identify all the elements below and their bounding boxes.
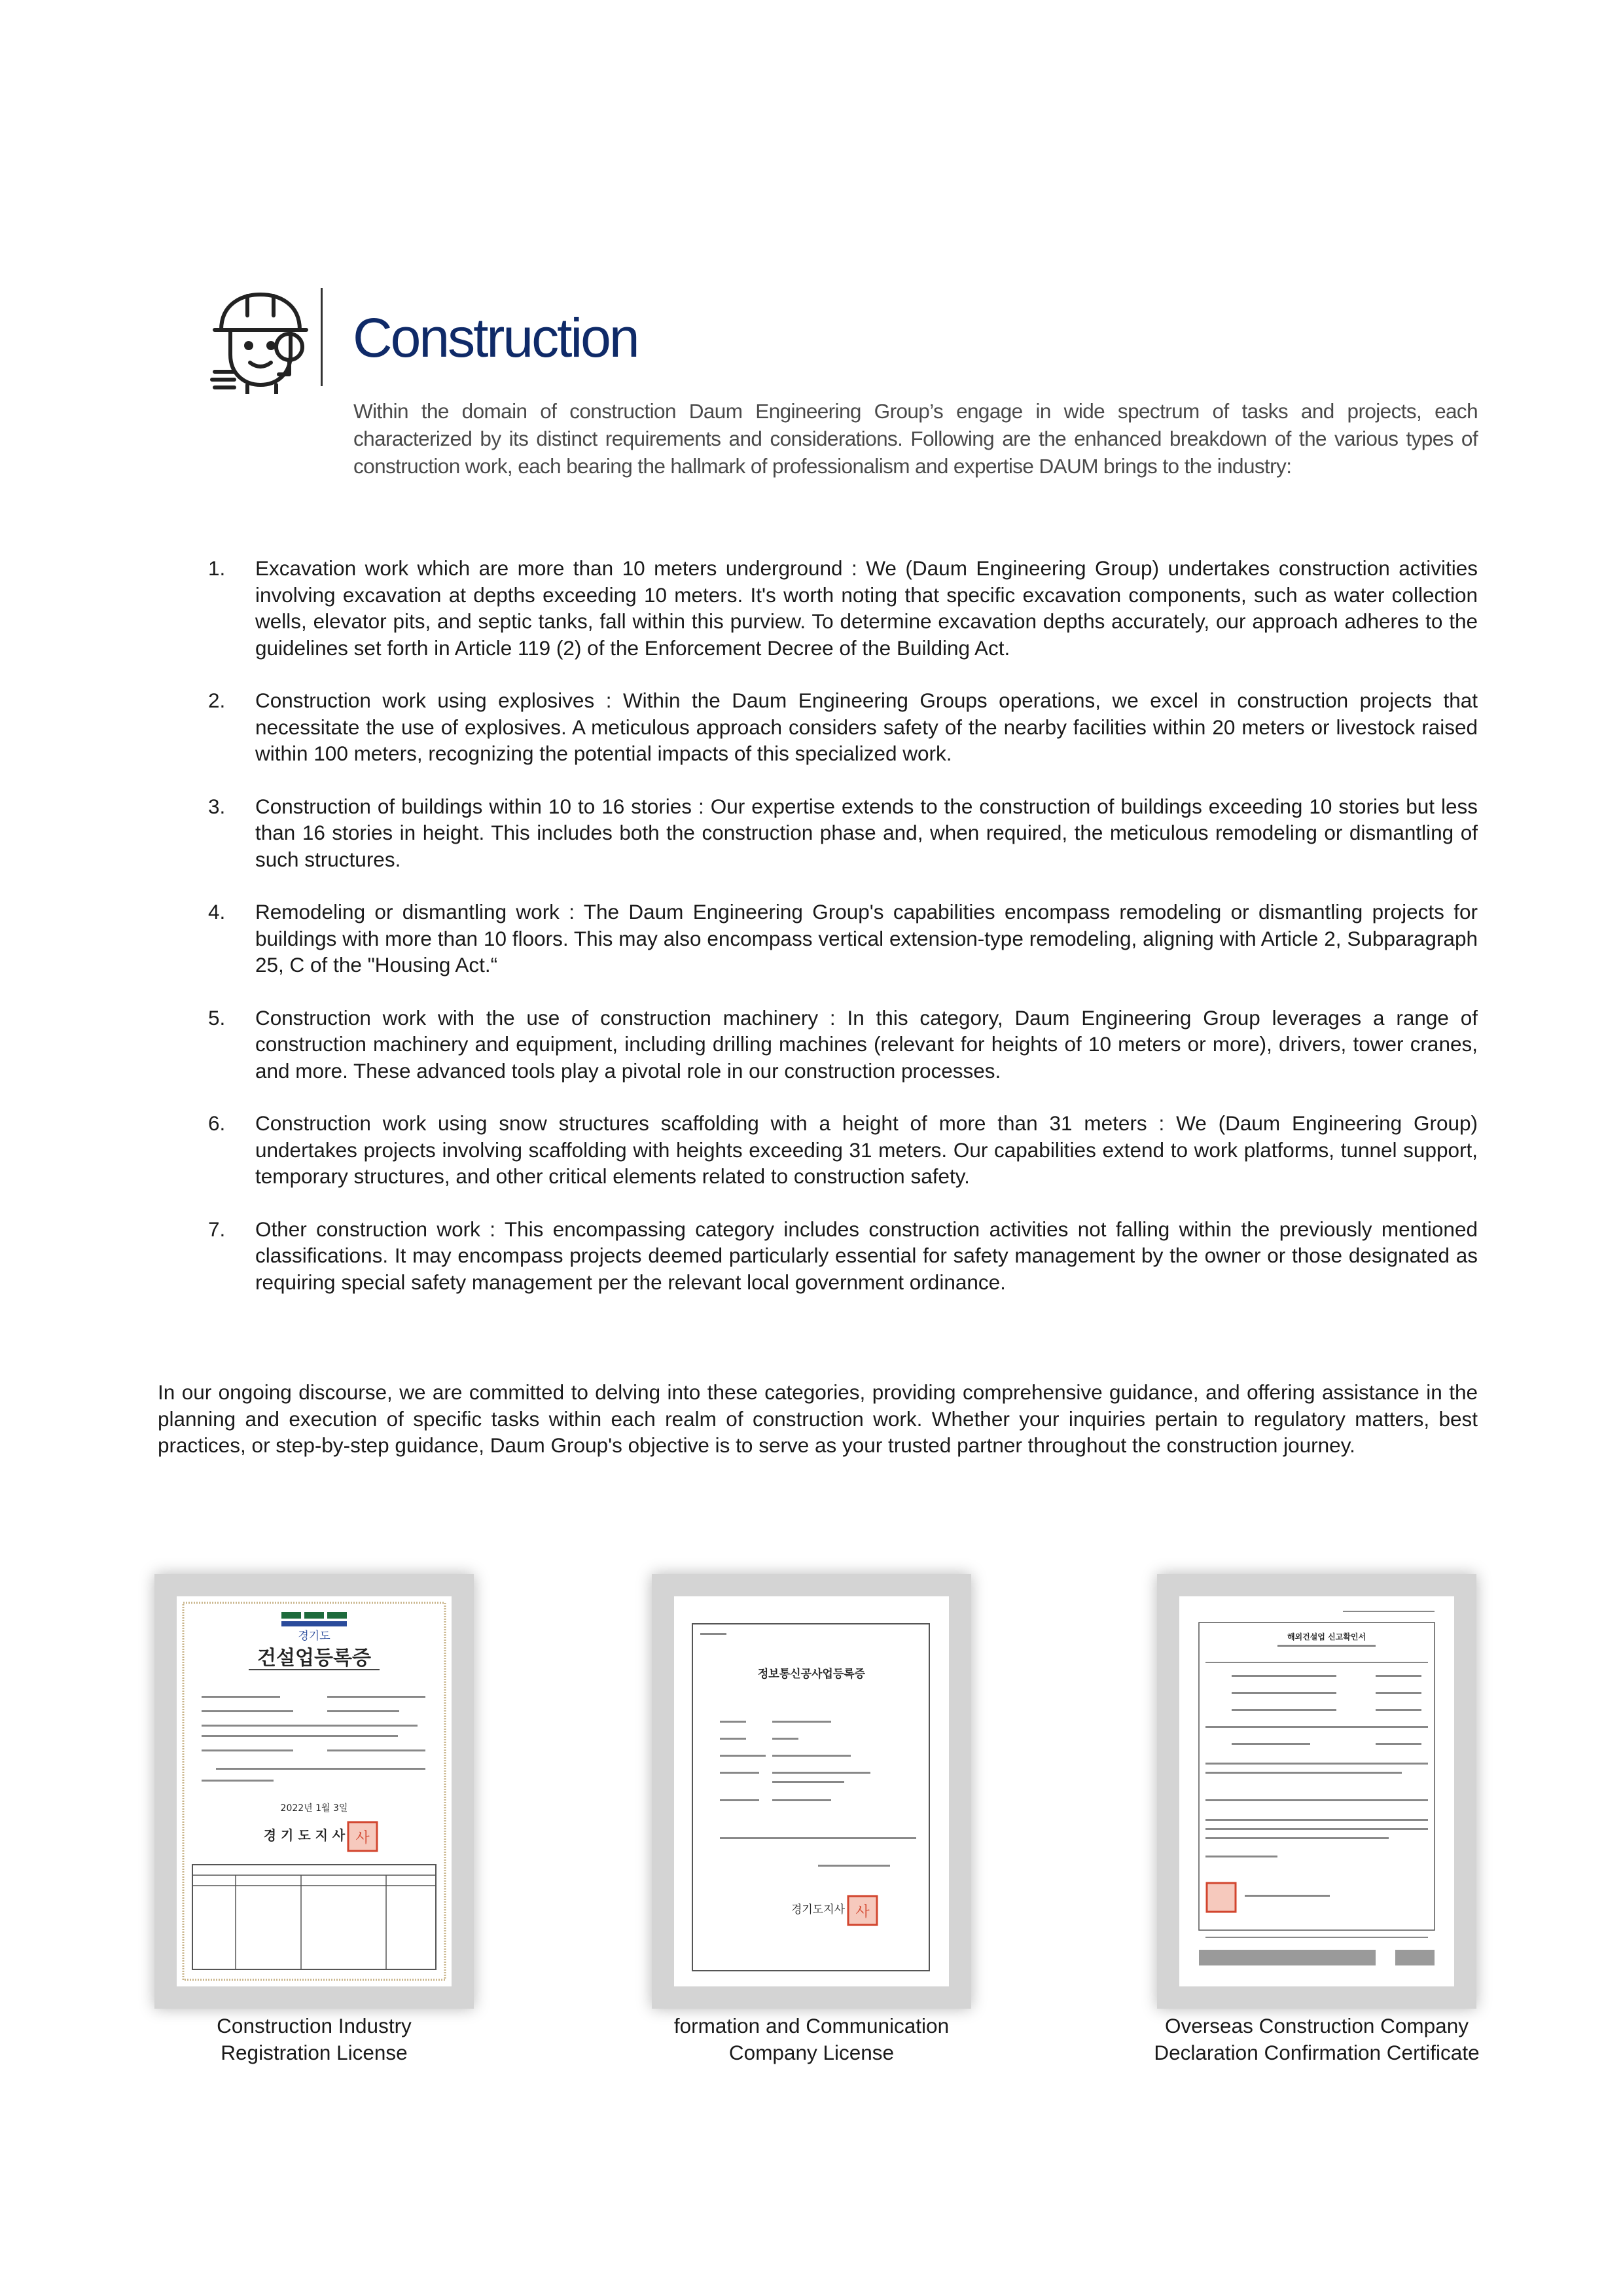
caption-line: Registration License (221, 2040, 408, 2064)
certificate-document-image (1179, 1596, 1454, 1986)
list-item (208, 793, 1478, 873)
certificate-ict-license (652, 1574, 971, 2009)
certificate-seal: 사 (355, 1830, 370, 1846)
item-number: 2. (208, 689, 226, 712)
item-text: Construction work using explosives : Within the Daum Engineering Groups operations, we excel in construction projects that necessitate the use of explosives. A meticulous approach considers safety of the nearby facilities within 20 meters or livestock raised within 100 meters, recognizing the potential impacts of this specialized work. (255, 689, 1478, 765)
caption-line: Overseas Construction Company (1165, 2014, 1469, 2037)
certificate-caption (628, 2013, 995, 2066)
list-item (208, 1110, 1478, 1190)
item-number: 1. (208, 556, 226, 580)
certificate-document-image (674, 1596, 949, 1986)
construction-types-list (208, 555, 1478, 1321)
list-item (208, 899, 1478, 978)
item-text: Excavation work which are more than 10 meters underground : We (Daum Engineering Group) undertakes construction activities involving excavation at depths exceeding 10 meters. It's worth noting that specific excavation components, such as water collection wells, elevator pits, and septic tanks, fall within this purview. To determine excavation depths accurately, our approach adheres to the guidelines set forth in Article 119 (2) of the Enforcement Decree of the Building Act. (255, 556, 1478, 660)
certificate-title: 정보통신공사업등록증 (757, 1668, 866, 1681)
list-item (208, 1005, 1478, 1085)
certificate-title: 해외건설업 신고확인서 (1287, 1632, 1366, 1641)
certificate-document-image (177, 1596, 452, 1986)
item-text: Construction of buildings within 10 to 16 stories : Our expertise extends to the construction of buildings exceeding 10 stories but less than 16 stories in height. This includes both the construction phase and, when required, the meticulous remodeling or dismantling of such structures. (255, 794, 1478, 871)
item-number: 7. (208, 1217, 226, 1241)
list-item (208, 687, 1478, 767)
caption-line: Declaration Confirmation Certificate (1154, 2040, 1480, 2064)
item-text: Remodeling or dismantling work : The Daum Engineering Group's capabilities encompass remodeling or dismantling projects for buildings with more than 10 floors. This may also encompass vertical extension-type remodeling, aligning with Article 2, Subparagraph 25, C of the "Housing Act.“ (255, 900, 1478, 977)
page-title: Construction (353, 307, 638, 368)
certificate-caption (1133, 2013, 1500, 2066)
header-divider (321, 288, 323, 386)
certificate-province: 경기도 (298, 1630, 330, 1643)
caption-line: Construction Industry (217, 2014, 412, 2037)
certificate-construction-registration (154, 1574, 474, 2009)
caption-line: formation and Communication (673, 2014, 950, 2037)
certificate-caption (131, 2013, 497, 2066)
item-number: 4. (208, 900, 226, 924)
item-number: 3. (208, 794, 226, 818)
certificate-seal: 사 (855, 1904, 870, 1920)
caption-line: Company License (728, 2040, 895, 2064)
item-text: Construction work using snow structures scaffolding with a height of more than 31 meters : We (Daum Engineering Group) undertakes projects involving scaffolding with heights exceeding 31 meters. Our capabilities extend to work platforms, tunnel support, temporary structures, and other critical elements related to construction safety. (255, 1111, 1478, 1188)
list-item (208, 1216, 1478, 1296)
item-number: 5. (208, 1005, 226, 1030)
intro-paragraph: Within the domain of construction Daum Engineering Group’s engage in wide spectrum of tasks and projects, each characterized by its distinct requirements and considerations. Following are the enhanced breakdown of the various types of construction work, each bearing the hallmark of professionalism and expertise DAUM brings to the industry: (353, 399, 1478, 478)
item-text: Other construction work : This encompassing category includes construction activities not falling within the previously mentioned classifications. It may encompass projects deemed particularly essential for safety management by the owner or those designated as requiring special safety management per the relevant local government ordinance. (255, 1217, 1478, 1294)
item-text: Construction work with the use of construction machinery : In this category, Daum Engineering Group leverages a range of construction machinery and equipment, including drilling machines (relevant for heights of 10 meters or more), drivers, tower cranes, and more. These advanced tools play a pivotal role in our construction processes. (255, 1005, 1478, 1083)
certificate-overseas-construction (1157, 1574, 1476, 2009)
certificate-date: 2022년 1월 3일 (280, 1803, 348, 1814)
construction-worker-icon (208, 289, 319, 394)
closing-paragraph: In our ongoing discourse, we are committed to delving into these categories, providing comprehensive guidance, and offering assistance in the planning and execution of specific tasks within each realm of construction work. Whether your inquiries pertain to regulatory matters, best practices, or step-by-step guidance, Daum Group's objective is to serve as your trusted partner throughout the construction journey. (158, 1380, 1478, 1457)
list-item (208, 555, 1478, 661)
certificate-title: 건설업등록증 (257, 1647, 371, 1670)
item-number: 6. (208, 1111, 226, 1135)
certificate-signer: 경 기 도 지 사 (263, 1827, 346, 1843)
certificate-signer: 경기도지사 (791, 1903, 846, 1916)
